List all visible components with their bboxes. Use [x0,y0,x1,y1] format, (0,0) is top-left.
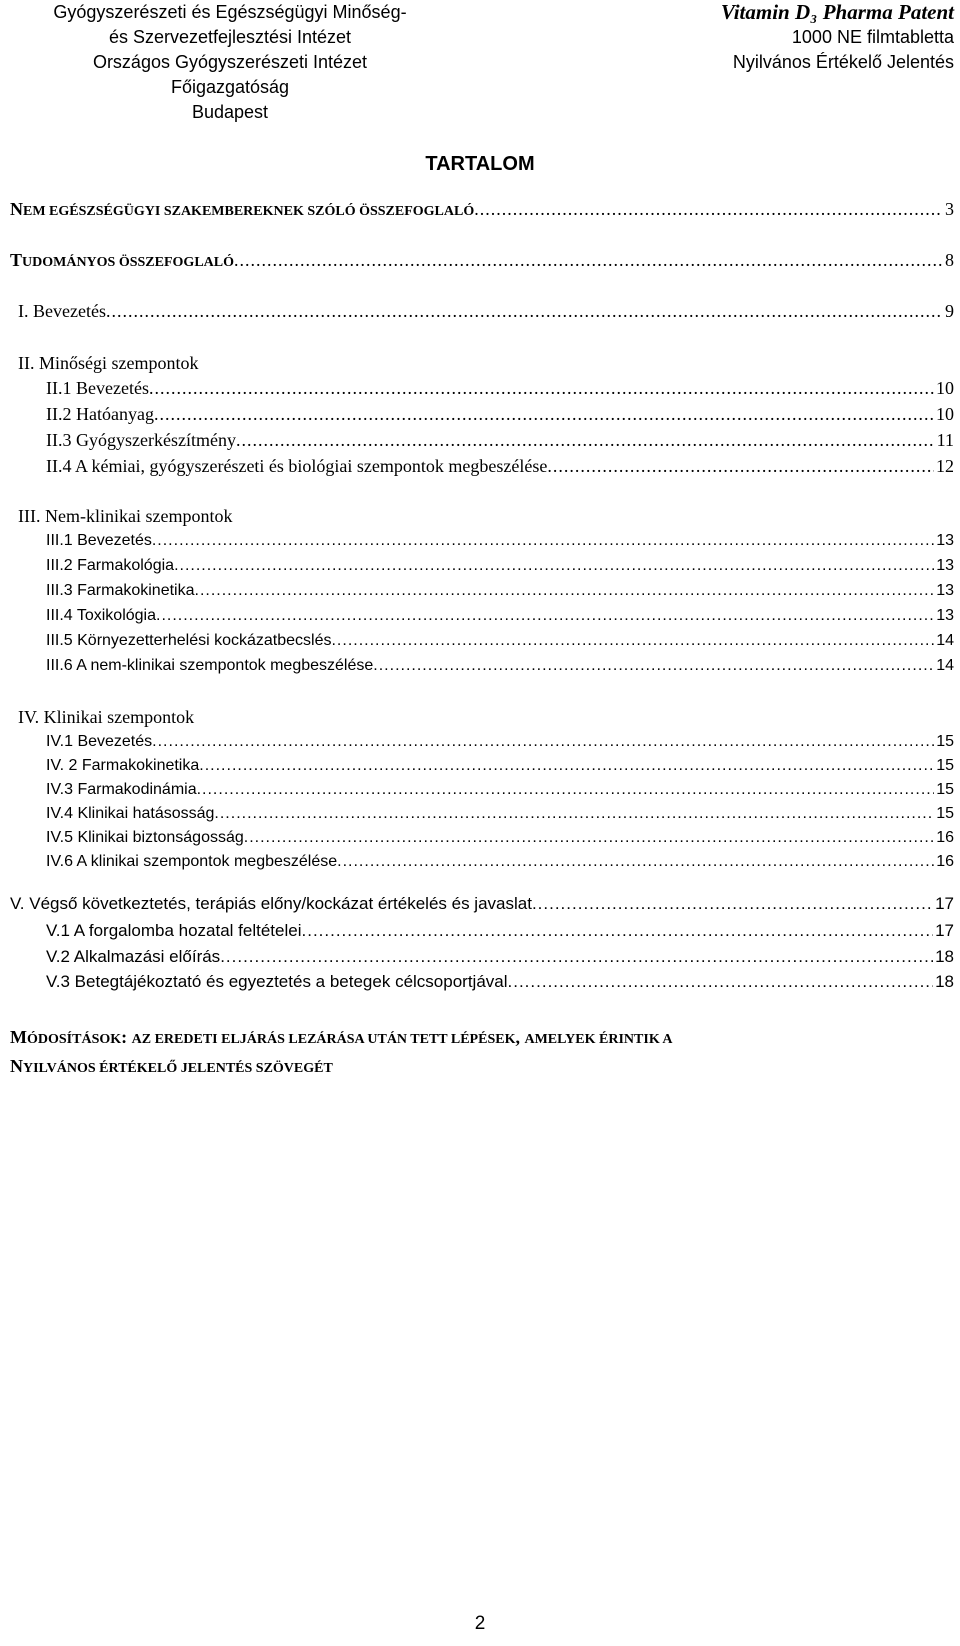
toc-section-clinical: IV. Klinikai szempontok [18,707,195,727]
toc-entry-label: IV.1 Bevezetés [46,733,153,750]
dot-leader [236,430,935,451]
toc-entry-page: 17 [935,894,954,913]
toc-entry-conclusion-3[interactable] [46,972,954,992]
toc-entry-page: 14 [936,632,954,649]
toc-entry-label: IV.3 Farmakodinámia [46,781,197,798]
dot-leader [152,532,934,550]
dot-leader [532,894,933,914]
toc-entry-nonclinical-2[interactable] [46,557,954,575]
toc-entry-page: 8 [945,250,954,270]
toc-entry-page: 10 [936,404,954,424]
toc-entry-nonclinical-4[interactable] [46,607,954,625]
toc-entry-clinical-2[interactable] [46,757,954,775]
toc-entry-page: 13 [936,607,954,624]
dot-leader [331,632,934,650]
toc-entry-conclusion-1[interactable] [46,921,954,941]
toc-entry-lay-summary[interactable] [10,199,954,220]
dot-leader [302,921,934,941]
toc-entry-label: IV. 2 Farmakokinetika [46,757,200,774]
dot-leader [234,250,943,271]
toc-entry-conclusion[interactable] [10,894,954,914]
toc-entry-label: TUDOMÁNYOS ÖSSZEFOGLALÓ [10,250,234,270]
dot-leader [373,657,934,675]
toc-entry-page: 15 [936,733,954,750]
dot-leader [199,757,934,775]
toc-section-quality: II. Minőségi szempontok [18,353,199,373]
toc-entry-quality-1[interactable] [46,378,954,399]
toc-entry-clinical-1[interactable] [46,733,954,751]
toc-entry-label: V.1 A forgalomba hozatal feltételei [46,921,302,940]
modifications-heading[interactable]: MÓDOSÍTÁSOK: AZ EREDETI ELJÁRÁS LEZÁRÁSA UTÁN TETT LÉPÉSEK, AMELYEK ÉRINTIK A NYILVÁNOS ÉRTÉKELŐ JELENTÉS SZÖVEGÉT [10,1027,673,1076]
toc-entry-quality-3[interactable] [46,430,954,451]
institute-line: Gyógyszerészeti és Egészségügyi Minőség- [53,2,407,22]
toc-entry-label: IV.4 Klinikai hatásosság [46,805,215,822]
toc-entry-label: V. Végső következtetés, terápiás előny/kockázat értékelés és javaslat [10,894,532,913]
toc-entry-page: 18 [935,972,954,991]
toc-entry-clinical-4[interactable] [46,805,954,823]
toc-entry-label: II.1 Bevezetés [46,378,149,398]
toc-entry-nonclinical-1[interactable] [46,532,954,550]
toc-entry-label: III.6 A nem-klinikai szempontok megbeszélése [46,657,374,674]
toc-entry-page: 18 [935,947,954,966]
toc-entry-page: 16 [936,829,954,846]
toc-entry-page: 15 [936,805,954,822]
institute-line: és Szervezetfejlesztési Intézet [108,27,352,47]
toc-entry-quality-4[interactable] [46,456,954,477]
toc-entry-page: 13 [936,532,954,549]
toc-entry-page: 12 [936,456,954,476]
toc-entry-label: III.2 Farmakológia [46,557,175,574]
institute-line: Országos Gyógyszerészeti Intézet [92,52,368,72]
report-type: Nyilvános Értékelő Jelentés [732,52,954,72]
toc-entry-sci-summary[interactable] [10,250,954,271]
dot-leader [214,805,934,823]
toc-entry-page: 3 [945,199,954,219]
toc-entry-label: II.3 Gyógyszerkészítmény [46,430,236,450]
product-form: 1000 NE filmtabletta [791,27,954,47]
toc-entry-label: III.4 Toxikológia [46,607,156,624]
toc-entry-label: IV.6 A klinikai szempontok megbeszélése [46,853,338,870]
toc-entry-page: 11 [936,430,954,450]
dot-leader [106,301,943,322]
toc-section-nonclinical: III. Nem-klinikai szempontok [18,506,233,526]
toc-entry-label: I. Bevezetés [18,301,106,321]
toc-entry-page: 15 [936,781,954,798]
institute-header [0,0,460,125]
dot-leader [197,781,935,799]
dot-leader [337,853,934,871]
toc-entry-label: III.3 Farmakokinetika [46,582,195,599]
product-header [721,0,954,75]
toc-entry-label: II.4 A kémiai, gyógyszerészeti és biológiai szempontok megbeszélése [46,456,548,476]
toc-entry-label: III.1 Bevezetés [46,532,152,549]
dot-leader [508,972,934,992]
dot-leader [547,456,934,477]
dot-leader [195,582,935,600]
dot-leader [220,947,933,967]
dot-leader [174,557,934,575]
toc-entry-nonclinical-3[interactable] [46,582,954,600]
toc-entry-label: IV.5 Klinikai biztonságosság [46,829,244,846]
page-number: 2 [474,1613,486,1634]
toc-entry-label: III.5 Környezetterhelési kockázatbecslés [46,632,332,649]
toc-entry-label: V.3 Betegtájékoztató és egyeztetés a betegek célcsoportjával [46,972,508,991]
toc-entry-label: NEM EGÉSZSÉGÜGYI SZAKEMBEREKNEK SZÓLÓ ÖSSZEFOGLALÓ [10,199,475,219]
toc-entry-clinical-3[interactable] [46,781,954,799]
toc-entry-page: 15 [936,757,954,774]
toc-entry-page: 9 [945,301,954,321]
dot-leader [156,607,934,625]
dot-leader [474,199,943,220]
institute-line: Főigazgatóság [170,77,290,97]
toc-entry-clinical-5[interactable] [46,829,954,847]
toc-title: TARTALOM [425,153,535,175]
toc-entry-quality-2[interactable] [46,404,954,425]
toc-entry-page: 10 [936,378,954,398]
toc-entry-label: II.2 Hatóanyag [46,404,154,424]
toc-entry-page: 17 [935,921,954,940]
dot-leader [154,404,934,425]
toc-entry-page: 13 [936,582,954,599]
dot-leader [244,829,934,847]
institute-line: Budapest [191,102,269,122]
dot-leader [152,733,934,751]
dot-leader [149,378,934,399]
product-name: Vitamin D₃ Pharma Patent [720,0,954,24]
toc-entry-nonclinical-6[interactable] [46,657,954,675]
toc-entry-page: 13 [936,557,954,574]
toc-entry-page: 16 [936,853,954,870]
toc-entry-label: V.2 Alkalmazási előírás [46,947,221,966]
toc-entry-intro[interactable] [18,301,954,322]
toc-entry-clinical-6[interactable] [46,853,954,871]
toc-entry-conclusion-2[interactable] [46,947,954,967]
toc-entry-nonclinical-5[interactable] [46,632,954,650]
toc-entry-page: 14 [936,657,954,674]
